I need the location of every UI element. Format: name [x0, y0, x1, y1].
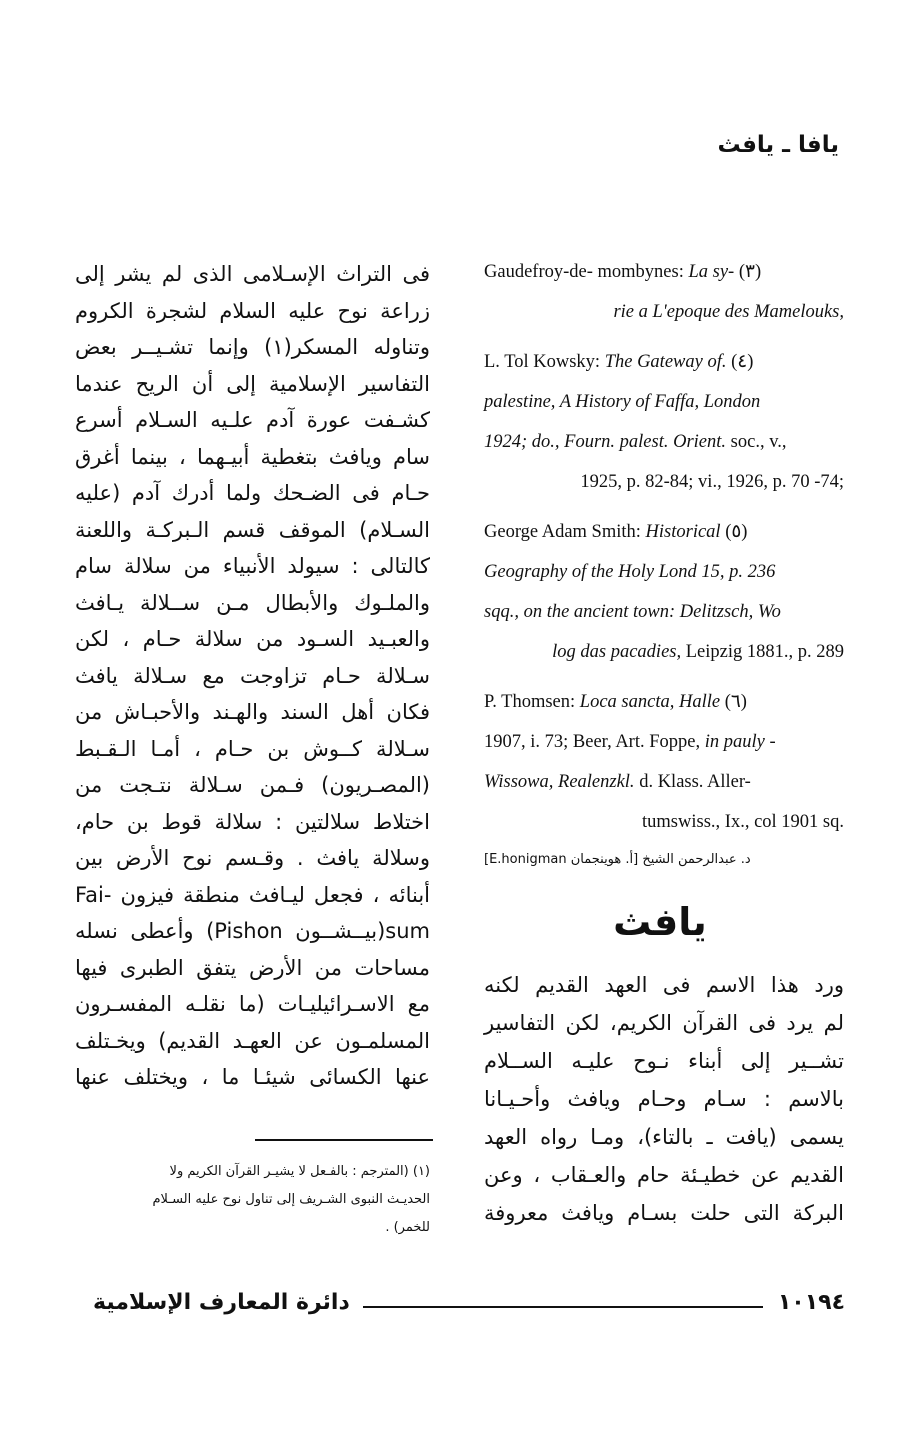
footnote-line: للخمر) .: [385, 1220, 430, 1235]
main-text-line: المسلمـون عن العهـد القديم) ويخـتلف: [75, 1028, 430, 1053]
reference-text: 1907, i. 73; Beer, Art. Foppe,: [484, 732, 705, 752]
reference-entry: [484, 252, 844, 332]
entry-line: لم يرد فى القرآن الكريم، لكن التفاسير: [484, 1011, 844, 1035]
reference-text: 1925, p. 82-84; vi., 1926, p. 70 -74;: [580, 472, 844, 492]
reference-number: (٣): [734, 262, 762, 282]
reference-text: 1924; do., Fourn. palest. Orient.: [484, 432, 727, 452]
reference-line: [484, 512, 844, 552]
reference-text: P. Thomsen:: [484, 692, 580, 712]
reference-text: The Gateway of.: [604, 352, 727, 372]
reference-line: [484, 292, 844, 332]
reference-text: Geography of the Holy Lond 15, p. 236: [484, 562, 776, 582]
reference-number: (٦): [720, 692, 747, 712]
main-text-line: sum(بيــشــون Pishon) وأعطى نسله: [75, 919, 430, 943]
reference-line: [484, 682, 844, 722]
main-text-line: سـلالة حـام تزاوجت مع سـلالة يافث: [75, 663, 430, 688]
reference-text: Historical: [645, 522, 721, 542]
reference-text: Leipzig 1881., p. 289: [681, 642, 844, 662]
main-text-line: مع الاسـرائيليـات (ما نقلـه المفسـرون: [75, 992, 430, 1016]
reference-text: George Adam Smith:: [484, 522, 646, 542]
reference-line: [484, 762, 844, 802]
entry-line: بالاسم : سـام وحـام ويافث وأحـيـانا: [484, 1087, 844, 1111]
reference-text: tumswiss., Ix., col 1901 sq.: [642, 812, 844, 832]
main-text-line: وتناوله المسكر(١) وإنما تشـيــر بعض: [75, 335, 430, 359]
footnote-divider: [255, 1139, 433, 1141]
entry-line: القديم عن خطيـئة حام والعـقاب ، وعن: [484, 1163, 844, 1187]
footnote: [75, 1158, 430, 1242]
reference-number: (٤): [726, 352, 754, 372]
reference-line: [484, 632, 844, 672]
reference-line: [484, 382, 844, 422]
entry-line: البركة التى حلت بسـام ويافث معروفة: [484, 1201, 844, 1225]
reference-text: in pauly -: [704, 732, 776, 752]
main-text-line: التفاسير الإسلامية إلى أن الريح عندما: [75, 371, 430, 396]
reference-line: [484, 552, 844, 592]
reference-text: soc., v.,: [726, 432, 787, 452]
footnote-line: الحديـث النبوى الشـريف إلى تناول نوح عليه السـلام: [152, 1192, 430, 1207]
main-text-line: والعبـيد السـود من سلالة حـام ، لكن: [75, 627, 430, 651]
reference-number: (٥): [720, 522, 748, 542]
main-text-line: كشـفت عورة آدم علـيه السـلام أسرع: [75, 408, 430, 432]
main-text-line: فكان أهل السند والهـند والأحبـاش من: [75, 700, 430, 724]
main-text-line: سام ويافث بتغطية أبيـهما ، بينما أغرق: [75, 444, 430, 469]
footer-divider: [363, 1306, 763, 1308]
main-text-line: مساحات من الأرض يتفق الطبرى فيها: [75, 955, 430, 980]
reference-line: [484, 802, 844, 842]
section-heading: يافث: [613, 900, 707, 944]
reference-text: Wissowa, Realenzkl.: [484, 772, 635, 792]
reference-line: [484, 252, 844, 292]
reference-line: [484, 592, 844, 632]
reference-text: palestine, A History of Faffa, London: [484, 392, 761, 412]
reference-text: L. Tol Kowsky:: [484, 352, 605, 372]
main-column-text: [75, 256, 430, 1096]
reference-entry: [484, 682, 844, 842]
entry-line: تشــير إلى أبناء نـوح عليـه الســلام: [484, 1049, 844, 1073]
main-text-line: فى التراث الإسـلامى الذى لم يشر إلى: [75, 262, 430, 286]
author-attribution: د. عبدالرحمن الشيخ [أ. هوينجمان E.honigman]: [484, 852, 751, 867]
reference-line: [484, 462, 844, 502]
reference-text: sqq., on the ancient town: Delitzsch, Wo: [484, 602, 781, 622]
reference-text: rie a L'epoque des Mamelouks,: [613, 302, 844, 322]
page-footer: [75, 1290, 845, 1326]
main-text-line: حـام فى الضـحك ولما أدرك آدم (عليه: [75, 481, 430, 505]
main-text-line: سـلالة كــوش بن حـام ، أمـا الـقـبط: [75, 736, 430, 761]
reference-text: Gaudefroy-de- mombynes:: [484, 262, 689, 282]
references-list: [484, 252, 844, 852]
reference-text: La sy-: [688, 262, 735, 282]
reference-text: d. Klass. Aller-: [634, 772, 751, 792]
reference-entry: [484, 342, 844, 502]
footnote-line: (١) (المترجم : بالفـعل لا يشيـر القرآن الكريم ولا: [169, 1164, 430, 1179]
main-text-line: عنها الكسائى شيئـا ما ، ويختلف عنها: [75, 1065, 430, 1089]
entry-body: [484, 966, 844, 1232]
entry-line: يسمى (يافت ـ بالتاء)، ومـا رواه العهد: [484, 1125, 844, 1149]
reference-line: [484, 722, 844, 762]
main-text-line: زراعة نوح عليه السلام لشجرة الكروم: [75, 298, 430, 323]
main-text-line: والملـوك والأبطال مـن ســلالة يـافث: [75, 590, 430, 615]
main-text-line: (المصـريون) فـمن سـلالة نتـجت من: [75, 773, 430, 797]
main-text-line: وسلالة يافث . وقـسم نوح الأرض بين: [75, 846, 430, 870]
page-number: ١٠١٩٤: [777, 1290, 845, 1315]
reference-text: log das pacadies,: [552, 642, 682, 662]
reference-entry: [484, 512, 844, 672]
main-text-line: أبنائه ، فجعل ليـافث منطقة فيزون -Fai: [75, 882, 430, 907]
reference-line: [484, 422, 844, 462]
main-text-line: كالتالى : سيولد الأنبياء من سلالة سام: [75, 554, 430, 578]
entry-line: ورد هذا الاسم فى العهد القديم لكنه: [484, 973, 844, 997]
main-text-line: اختلاط سلالتين : سلالة قوط بن حام،: [75, 809, 430, 834]
reference-line: [484, 342, 844, 382]
publication-title: دائرة المعارف الإسلامية: [93, 1290, 350, 1315]
reference-text: Loca sancta, Halle: [579, 692, 721, 712]
running-header: يافا ـ يافث: [717, 132, 839, 158]
main-text-line: السـلام) الموقف قسم الـبركـة واللعنة: [75, 517, 430, 542]
